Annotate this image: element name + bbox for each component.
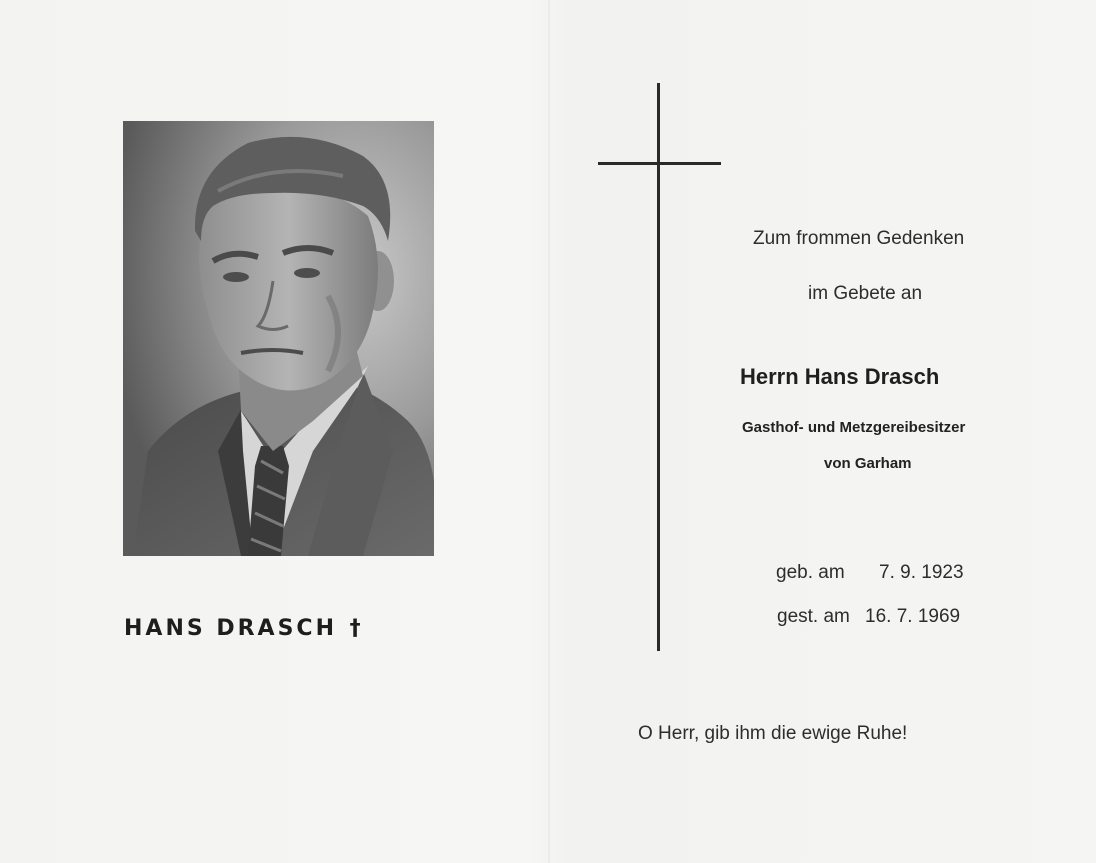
cross-icon-bar xyxy=(598,162,721,165)
memorial-subheading: im Gebete an xyxy=(808,283,923,304)
birth-date-line xyxy=(776,562,964,584)
portrait-illustration xyxy=(123,121,434,556)
card-fold xyxy=(548,0,550,863)
birth-label: geb. am xyxy=(776,562,845,583)
portrait-caption xyxy=(124,616,444,641)
honoree-name: Herrn Hans Drasch xyxy=(740,364,940,389)
honoree-hometown: von Garham xyxy=(824,455,912,472)
death-date: 16. 7. 1969 xyxy=(865,606,961,627)
honoree-occupation: Gasthof- und Metzgereibesitzer xyxy=(742,419,966,436)
portrait-photo xyxy=(123,121,434,556)
memorial-heading: Zum frommen Gedenken xyxy=(753,228,965,249)
cross-icon xyxy=(657,83,660,651)
death-date-line xyxy=(777,606,960,628)
caption-name: HANS DRASCH xyxy=(124,616,337,641)
death-label: gest. am xyxy=(777,606,850,627)
birth-date: 7. 9. 1923 xyxy=(879,562,964,583)
closing-prayer: O Herr, gib ihm die ewige Ruhe! xyxy=(638,723,908,744)
dagger-icon: † xyxy=(349,616,361,641)
